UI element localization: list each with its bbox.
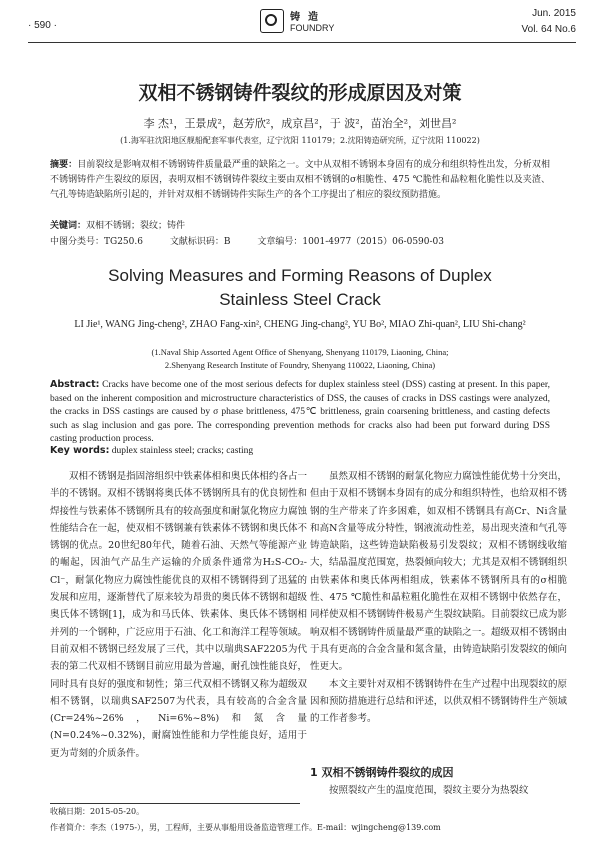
clc-number: 中图分类号：TG250.6 [50,237,143,247]
body-paragraph: 虽然双相不锈钢的耐氯化物应力腐蚀性能优势十分突出，但由于双相不锈钢本身固有的成分和组织特性，也给双相不锈钢的生产带来了许多困难，如双相不锈钢具有高Cr、Ni含量和高N含量等成分特性，钢液流动性差，易出现夹渣和气孔等铸造缺陷，这些铸造缺陷极易引发裂纹；双相不锈钢线收缩大，结晶温度范围宽，热裂倾向较大；尤其是双相不锈钢组织由铁素体和奥氏体两相组成，铁素体不锈钢所具有的σ相脆性、475 ℃脆性和晶粒粗化脆性在双相不锈钢中依然存在，同样使双相不锈钢铸件极易产生裂纹缺陷。目前裂纹已成为影响双相不锈钢铸件质量最严重的缺陷之一。超级双相不锈钢由于具有更高的合金含量和氮含量，由铸造缺陷引发裂纹的倾向性更大。 [310,471,567,673]
abstract-cn-label: 摘要： [50,160,78,170]
affiliation-en-line1: (1.Naval Ship Assorted Agent Office of Shenyang, Shenyang 110179, Liaoning, China; [151,347,449,357]
affiliations-en [0,346,600,372]
body-column-left [50,468,307,762]
body-paragraph: 双相不锈钢是指固溶组织中铁素体相和奥氏体相约各占一半的不锈钢。双相不锈钢将奥氏体不锈钢所具有的优良韧性和焊接性与铁素体不锈钢所具有的较高强度和耐氯化物应力腐蚀性能结合在一起，使双相不锈钢兼有铁素体不锈钢和奥氏体不锈钢的优点。20世纪80年代，随着石油、天然气等能源产业的崛起，因油气产品生产运输的介质条件通常为H₂S-CO₂-Cl⁻，耐氯化物应力腐蚀性能优良的双相不锈钢得到了迅猛的发展和应用，逐渐替代了原来较为昂贵的奥氏体不锈钢和超级奥氏体不锈钢[1]，成为和马氏体、铁素体、奥氏体不锈钢相并列的一个钢种，广泛应用于石油、化工和海洋工程等领域。目前双相不锈钢已经发展了三代，其中以瑞典SAF2205为代表的第二代双相不锈钢目前应用最为普遍，耐孔蚀性能良好，同时具有良好的强度和韧性；第三代双相不锈钢又称为超级双相不锈钢，以瑞典SAF2507为代表，具有较高的合金含量(Cr=24%~26%，Ni=6%~8%)和氮含量(N=0.24%~0.32%)，耐腐蚀性能和力学性能良好，适用于更为苛刻的介质条件。 [50,471,307,759]
authors-en: LI Jie¹, WANG Jing-cheng², ZHAO Fang-xin², CHENG Jing-chang², YU Bo², MIAO Zhi-quan², LIU Shi-chang² [74,319,526,330]
section-paragraph: 按照裂纹产生的温度范围，裂纹主要分为热裂纹 [329,785,529,796]
article-number: 文章编号：1001-4977（2015）06-0590-03 [257,237,444,247]
issue-date: Jun. 2015 [532,8,576,19]
authors-cn: 李 杰¹，王景成²，赵芳欣²，成京昌²，于 波²，苗治全²，刘世昌² [143,117,457,130]
paper-title-en-line1: Solving Measures and Forming Reasons of Duplex [108,266,492,285]
journal-name-cn: 铸造 [290,12,326,23]
journal-logo-icon [260,9,284,33]
document-code: 文献标识码：B [169,237,231,247]
body-column-right [310,468,567,727]
section-heading: 1 双相不锈钢铸件裂纹的成因 [310,766,454,779]
abstract-en-label: Abstract: [50,379,100,390]
keywords-en-label: Key words: [50,445,110,456]
affiliations-cn: (1.海军驻沈阳地区舰船配套军事代表室，辽宁沈阳 110179；2.沈阳铸造研究所，辽宁沈阳 110022) [120,136,480,145]
keywords-en [50,445,550,456]
keywords-en-text: duplex stainless steel; cracks; casting [111,446,254,456]
journal-name-en: FOUNDRY [290,23,335,33]
issue-volume: Vol. 64 No.6 [521,24,576,35]
paper-title-en-line2: Stainless Steel Crack [219,290,381,309]
abstract-cn-text: 目前裂纹是影响双相不锈钢铸件质量最严重的缺陷之一。文中从双相不锈钢本身固有的成分和组织特性出发，分析双相不锈钢铸件产生裂纹的原因，表明双相不锈钢铸件裂纹主要由双相不锈钢的σ相脆性、475 ℃脆性和晶粒粗化脆性以及夹渣、气孔等铸造缺陷所引起的，并针对双相不锈钢铸件实际生产的各个工序提出了相应的裂纹预防措施。 [50,160,550,200]
abstract-cn [50,158,550,203]
abstract-en-text: Cracks have become one of the most serious defects for duplex stainless steel (DSS) casting at present. In this paper, based on the inherent composition and microstructure characteristics of DSS, the causes of cracks in DSS castings were analyzed, the cracks in DSS castings are caused by σ phase brittleness, 475℃ brittleness, grain coarsening brittleness, and casting defects such as slag inclusion and gas pore. The corresponding prevention methods for cracks also had been put forward during DSS casting production process. [50,380,550,445]
keywords-cn-label: 关键词： [50,221,87,231]
abstract-en [50,378,550,447]
affiliation-en-line2: 2.Shenyang Research Institute of Foundry, Shenyang 110022, Liaoning, China) [164,360,436,370]
keywords-cn-text: 双相不锈钢；裂纹；铸件 [86,221,186,231]
classification-cn [50,234,550,247]
paper-title-en [0,264,600,312]
footnote-divider [50,803,300,804]
footnote-received: 收稿日期：2015-05-20。 [50,807,145,816]
keywords-cn [50,218,550,231]
page-number: · 590 · [28,20,57,31]
page-header [28,6,576,43]
body-paragraph: 本文主要针对双相不锈钢铸件在生产过程中出现裂纹的原因和预防措施进行总结和评述，以供双相不锈钢铸件生产领域的工作者参考。 [310,678,567,725]
paper-title-cn: 双相不锈钢铸件裂纹的形成原因及对策 [138,82,462,104]
footnote-author: 作者简介：李杰（1975-），男，工程师，主要从事船用设备监造管理工作。E-mail：wjingcheng@139.com [50,823,441,832]
